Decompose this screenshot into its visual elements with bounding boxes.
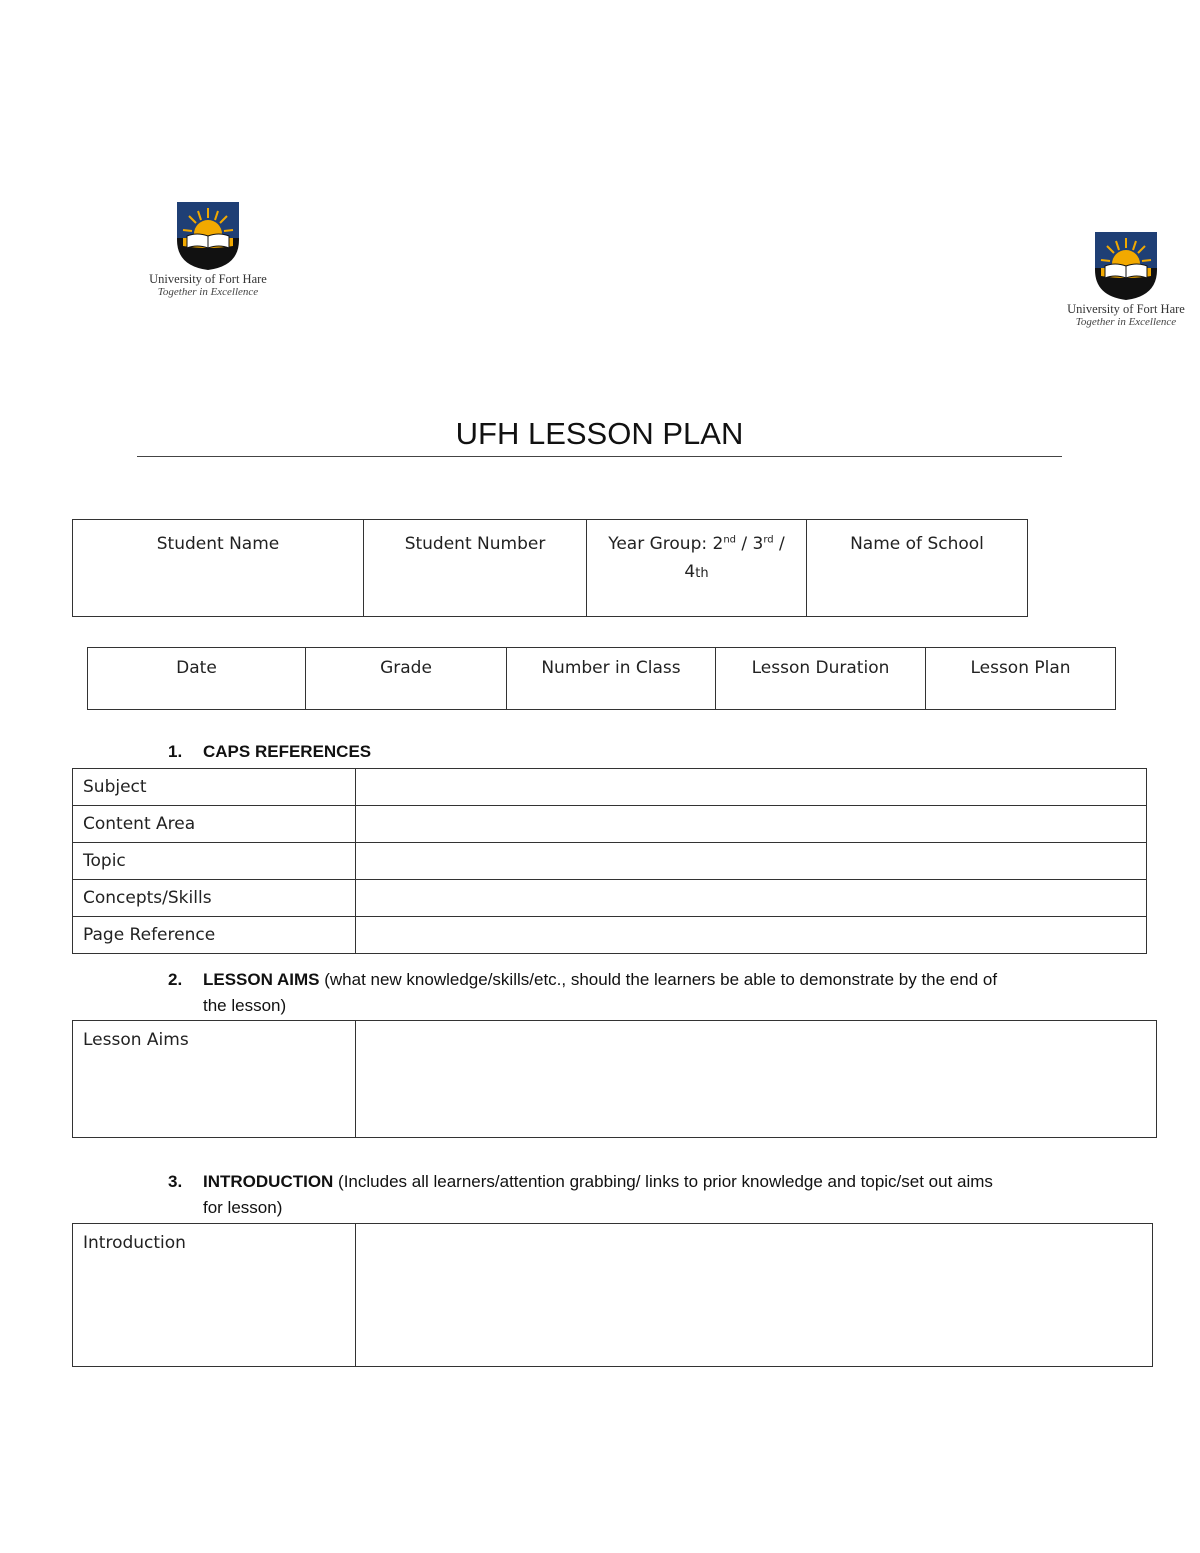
table-row xyxy=(73,880,1147,917)
university-motto: Together in Excellence xyxy=(157,286,259,298)
university-name: University of Fort Hare xyxy=(1067,302,1185,316)
lesson-plan-label: Lesson Plan xyxy=(970,658,1071,678)
table-row xyxy=(73,769,1147,806)
section-title: INTRODUCTION xyxy=(203,1172,334,1191)
number-in-class-label: Number in Class xyxy=(541,658,681,678)
section-description-cont: the lesson) xyxy=(203,996,287,1015)
row-label: Topic xyxy=(73,843,356,880)
section-title: CAPS REFERENCES xyxy=(203,742,372,761)
row-label: Page Reference xyxy=(73,917,356,954)
student-number-label: Student Number xyxy=(404,534,546,554)
row-label: Content Area xyxy=(73,806,356,843)
content-area-input-cell[interactable] xyxy=(356,806,1147,843)
lesson-plan-cell[interactable] xyxy=(926,648,1116,710)
university-motto: Together in Excellence xyxy=(1075,316,1177,328)
university-logo-right xyxy=(1056,230,1196,328)
introduction-table xyxy=(72,1223,1153,1367)
section-heading-introduction xyxy=(168,1169,1068,1221)
student-name-label: Student Name xyxy=(156,534,280,554)
page-reference-input-cell[interactable] xyxy=(356,917,1147,954)
lesson-aims-input-cell[interactable] xyxy=(356,1021,1157,1138)
number-in-class-cell[interactable] xyxy=(507,648,716,710)
section-description: (what new knowledge/skills/etc., should the learners be able to demonstrate by the end of xyxy=(319,970,998,989)
date-label: Date xyxy=(176,658,217,678)
table-row xyxy=(73,917,1147,954)
section-number: 2. xyxy=(168,970,183,989)
row-label: Subject xyxy=(73,769,356,806)
introduction-input-cell[interactable] xyxy=(356,1224,1153,1367)
subject-input-cell[interactable] xyxy=(356,769,1147,806)
school-name-label: Name of School xyxy=(850,534,984,554)
row-label: Lesson Aims xyxy=(73,1021,356,1138)
section-heading-caps xyxy=(168,739,371,765)
row-label: Introduction xyxy=(73,1224,356,1367)
section-heading-lesson-aims xyxy=(168,967,1068,1019)
student-name-cell[interactable] xyxy=(73,520,364,617)
lesson-duration-cell[interactable] xyxy=(716,648,926,710)
section-number: 1. xyxy=(168,742,183,761)
section-number: 3. xyxy=(168,1172,183,1191)
section-description: (Includes all learners/attention grabbing/ links to prior knowledge and topic/set out aims xyxy=(333,1172,993,1191)
school-name-cell[interactable] xyxy=(807,520,1028,617)
document-title: UFH LESSON PLAN xyxy=(137,412,1062,457)
lesson-duration-label: Lesson Duration xyxy=(751,658,890,678)
grade-cell[interactable] xyxy=(306,648,507,710)
row-label: Concepts/Skills xyxy=(73,880,356,917)
lesson-info-table xyxy=(87,647,1116,710)
year-group-cell[interactable] xyxy=(587,520,807,617)
university-name: University of Fort Hare xyxy=(149,272,267,286)
section-title: LESSON AIMS xyxy=(203,970,320,989)
lesson-aims-table xyxy=(72,1020,1157,1138)
section-description-cont: for lesson) xyxy=(203,1198,283,1217)
year-group-label: Year Group: 2nd / 3rd / 4th xyxy=(608,534,785,582)
caps-references-table xyxy=(72,768,1147,954)
student-info-table xyxy=(72,519,1028,617)
crest-icon xyxy=(1093,230,1159,302)
crest-icon xyxy=(175,200,241,272)
concepts-skills-input-cell[interactable] xyxy=(356,880,1147,917)
table-row xyxy=(73,843,1147,880)
grade-label: Grade xyxy=(380,658,432,678)
date-cell[interactable] xyxy=(88,648,306,710)
topic-input-cell[interactable] xyxy=(356,843,1147,880)
table-row xyxy=(73,806,1147,843)
student-number-cell[interactable] xyxy=(364,520,587,617)
university-logo-left xyxy=(138,200,278,298)
